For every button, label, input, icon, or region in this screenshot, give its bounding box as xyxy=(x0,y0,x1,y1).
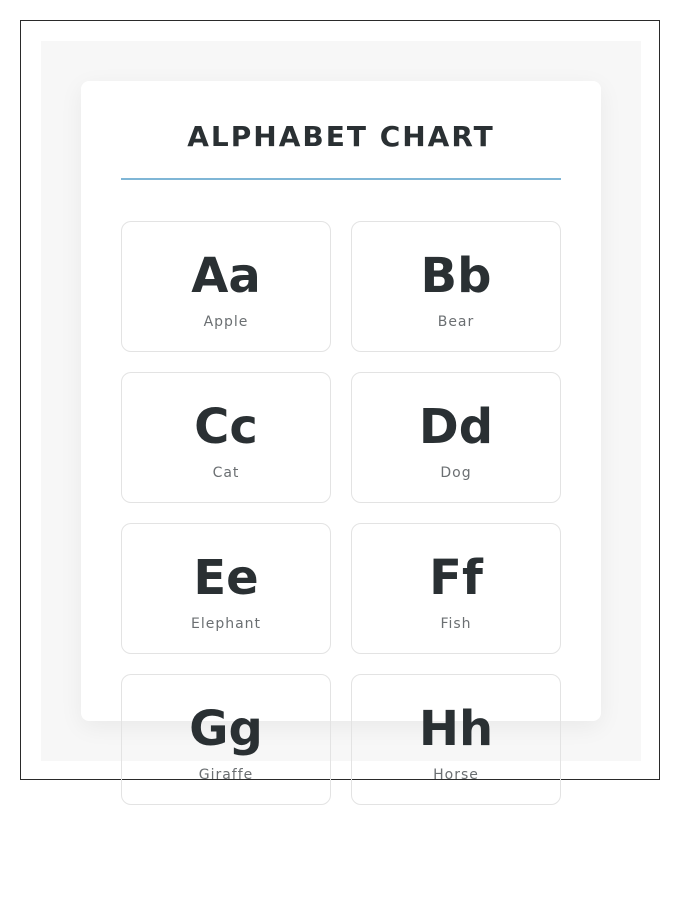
tile-letters: Gg xyxy=(189,701,263,757)
letter-tile-g[interactable] xyxy=(121,674,331,805)
letter-tile-b[interactable] xyxy=(351,221,561,352)
letter-tile-a[interactable] xyxy=(121,221,331,352)
tile-letters: Ff xyxy=(429,550,483,606)
tile-word: Giraffe xyxy=(198,767,254,783)
tile-word: Cat xyxy=(212,465,240,481)
tile-word: Elephant xyxy=(190,616,262,632)
tile-word: Dog xyxy=(440,465,472,481)
tile-letters: Dd xyxy=(418,399,494,455)
letter-tile-c[interactable] xyxy=(121,372,331,503)
tile-letters: Ee xyxy=(193,550,259,606)
tile-letters: Cc xyxy=(194,399,258,455)
tile-letters: Aa xyxy=(191,248,261,304)
letter-tile-f[interactable] xyxy=(351,523,561,654)
tile-word: Horse xyxy=(433,767,479,783)
page-title: ALPHABET CHART xyxy=(187,120,495,153)
tile-letters: Hh xyxy=(418,701,494,757)
tile-word: Apple xyxy=(203,314,249,330)
tile-letters: Bb xyxy=(420,248,492,304)
title-divider xyxy=(121,178,561,180)
letter-tile-h[interactable] xyxy=(351,674,561,805)
tile-word: Fish xyxy=(440,616,472,632)
tile-word: Bear xyxy=(437,314,475,330)
letter-tile-d[interactable] xyxy=(351,372,561,503)
letter-tile-e[interactable] xyxy=(121,523,331,654)
